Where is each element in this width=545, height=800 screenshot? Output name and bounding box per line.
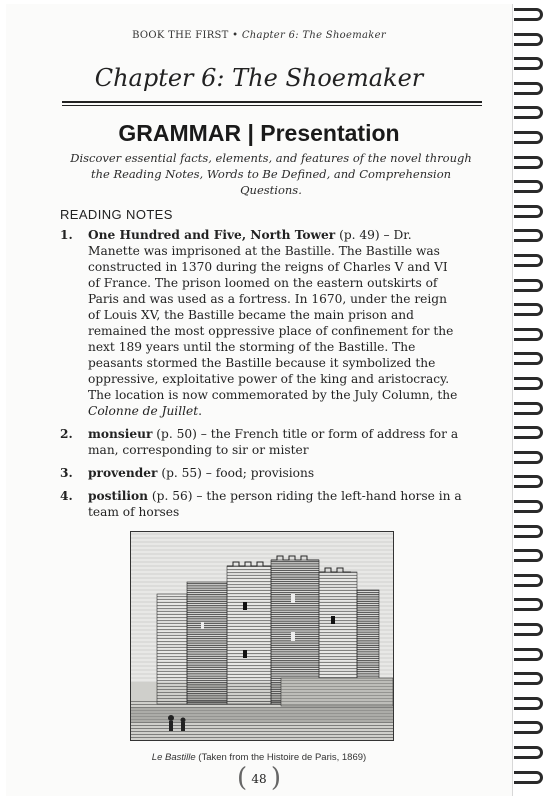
note-term: One Hundred and Five, North Tower — [88, 228, 336, 242]
title-rule-thick — [62, 101, 482, 103]
spiral-coil — [514, 598, 543, 611]
note-text: – Dr. Manette was imprisoned at the Bastille. The Bastille was constructed in 1370 during the reigns of Charles V and VI of France. The prison loomed on the eastern outskirts of Paris and was used as a fortress. In 1670, under the reign of Louis XV, the Bastille became the main prison and remained the most oppressive place of confinement for the next 189 years until the storming of the Bastille. The peasants stormed the Bastille because it symbolized the oppressive, exploitative power of the king and aristocracy. The location is now commemorated by the July Column, the — [88, 228, 458, 402]
spiral-coil — [514, 672, 543, 685]
note-italic-term: Colonne de Juillet — [88, 404, 199, 418]
spiral-coil — [514, 451, 543, 464]
spiral-coil — [514, 500, 543, 513]
page-number: 48 — [251, 772, 267, 786]
spiral-coil — [514, 746, 543, 759]
right-ornament-icon: ) — [270, 763, 281, 793]
spiral-coil — [514, 229, 543, 242]
note-text: – food; provisions — [205, 466, 315, 480]
note-page-ref: (p. 55) — [161, 466, 202, 480]
spiral-coil — [514, 721, 543, 734]
section-intro: Discover essential facts, elements, and features of the novel through the Reading Notes, Words to Be Defined, and Comprehension Questions. — [70, 151, 472, 197]
note-page-ref: (p. 50) — [156, 427, 197, 441]
spiral-coil — [514, 156, 543, 169]
spiral-coil — [514, 131, 543, 144]
spiral-coil — [514, 352, 543, 365]
note-page-ref: (p. 56) — [151, 489, 193, 503]
spiral-coil — [514, 377, 543, 390]
running-head — [6, 30, 512, 41]
figure-caption-title: Le Bastille — [151, 752, 196, 763]
spiral-coil — [514, 426, 543, 439]
spiral-coil — [514, 549, 543, 562]
spiral-coil — [514, 8, 543, 21]
note-term: provender — [88, 466, 158, 480]
spiral-coil — [514, 279, 543, 292]
spiral-coil — [514, 33, 543, 46]
bastille-engraving-drawing — [131, 532, 393, 740]
spiral-coil — [514, 402, 543, 415]
reading-note-item — [60, 227, 462, 419]
left-ornament-icon: ( — [237, 763, 248, 793]
note-page-ref: (p. 49) — [339, 228, 380, 242]
note-number: 3. — [60, 466, 73, 480]
reading-note-item — [60, 465, 462, 481]
title-rule-thin — [62, 105, 482, 106]
note-text: – the person riding the left-hand horse in a team of horses — [88, 489, 462, 519]
note-end: . — [198, 404, 202, 418]
note-number: 2. — [60, 427, 73, 441]
spiral-coil — [514, 57, 543, 70]
running-head-chapter: Chapter 6: The Shoemaker — [241, 30, 386, 41]
running-head-separator: • — [232, 30, 239, 41]
spiral-coil — [514, 475, 543, 488]
page-number-ornament — [231, 763, 287, 793]
spiral-coil — [514, 180, 543, 193]
bastille-engraving — [130, 531, 394, 741]
spiral-coil — [514, 525, 543, 538]
spiral-coil — [514, 771, 543, 784]
spiral-coil — [514, 328, 543, 341]
spiral-coil — [514, 574, 543, 587]
spiral-coil — [514, 303, 543, 316]
figure-caption-source: (Taken from the Histoire de Paris, 1869) — [198, 752, 367, 763]
reading-notes-heading: READING NOTES — [60, 207, 173, 222]
spiral-binding — [512, 0, 545, 800]
spiral-coil — [514, 697, 543, 710]
running-head-book: BOOK THE FIRST — [132, 30, 229, 41]
reading-note-item — [60, 488, 462, 520]
spiral-coil — [514, 106, 543, 119]
figure-caption — [6, 752, 512, 763]
reading-note-item — [60, 426, 462, 458]
chapter-title: Chapter 6: The Shoemaker — [94, 64, 424, 92]
section-title: GRAMMAR | Presentation — [118, 120, 400, 146]
note-term: postilion — [88, 489, 149, 503]
spiral-coil — [514, 82, 543, 95]
spiral-coil — [514, 623, 543, 636]
reading-notes-list — [60, 227, 462, 527]
note-number: 4. — [60, 489, 73, 503]
spiral-coil — [514, 254, 543, 267]
note-number: 1. — [60, 228, 73, 242]
spiral-coil — [514, 648, 543, 661]
note-text: – the French title or form of address for a man, corresponding to sir or mister — [88, 427, 459, 457]
note-term: monsieur — [88, 427, 153, 441]
spiral-coil — [514, 205, 543, 218]
book-page — [6, 4, 513, 796]
